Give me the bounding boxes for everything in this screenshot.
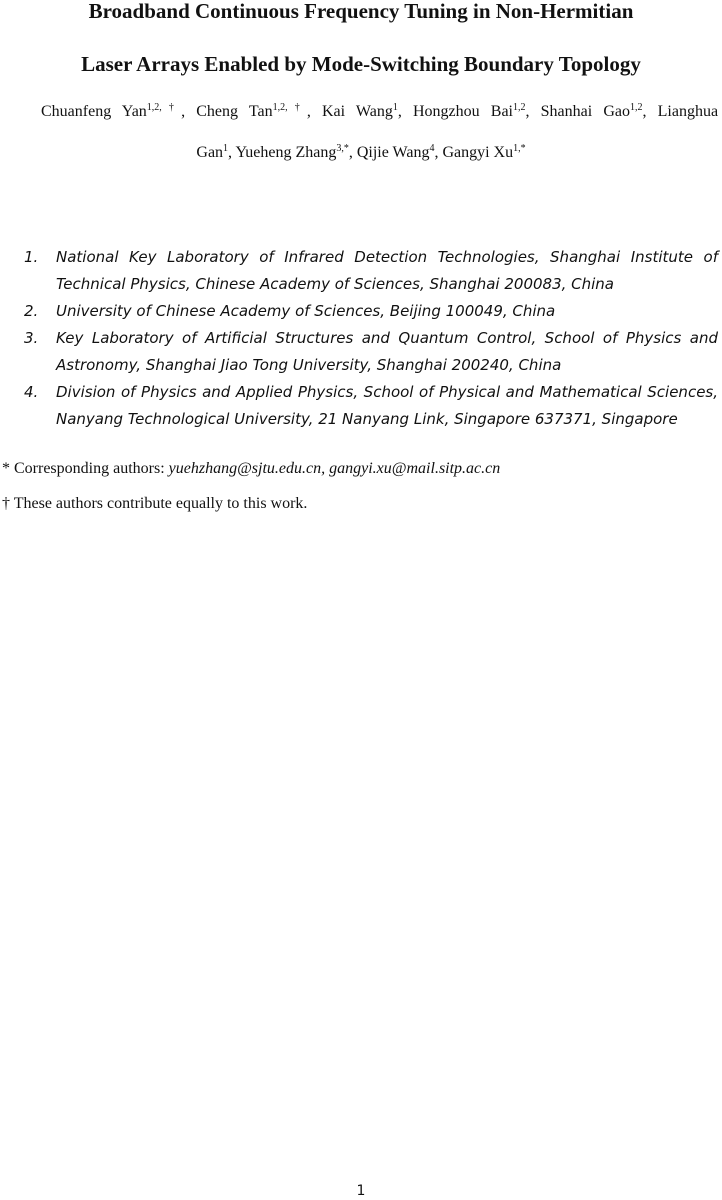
affiliation-text: National Key Laboratory of Infrared Detection Technologies, Shanghai Institute of Technical Physics, Chinese Academy of Sciences, Shanghai 200083, China <box>56 248 718 293</box>
author-name: Gan <box>196 144 224 161</box>
corresponding-emails: yuehzhang@sjtu.edu.cn, gangyi.xu@mail.sitp.ac.cn <box>168 460 501 477</box>
author-separator: , <box>525 103 541 120</box>
author-name: Chuanfeng Yan <box>41 103 147 120</box>
affiliation-text: Key Laboratory of Artificial Structures and Quantum Control, School of Physics and Astronomy, Shanghai Jiao Tong University, Shanghai 200240, China <box>56 329 718 374</box>
paper-title-line-2: Laser Arrays Enabled by Mode-Switching Boundary Topology <box>81 52 641 76</box>
author-list-line-2 <box>0 145 722 161</box>
page-number: 1 <box>356 1183 366 1199</box>
author-name: Lianghua <box>657 103 719 120</box>
affiliation-item <box>24 244 718 298</box>
author-separator: , <box>397 103 413 120</box>
author-affiliation-marker: 1,2,† <box>272 102 307 113</box>
author-name: Shanhai Gao <box>540 103 630 120</box>
author-separator: , <box>181 103 197 120</box>
affiliation-item <box>24 298 718 325</box>
affiliation-number: 4. <box>24 383 39 401</box>
affiliation-text: University of Chinese Academy of Sciences, Beijing 100049, China <box>56 302 556 320</box>
author-name: Yueheng Zhang <box>235 144 337 161</box>
author-separator: , <box>434 144 443 161</box>
paper-title-line-1: Broadband Continuous Frequency Tuning in Non-Hermitian <box>88 0 634 23</box>
affiliation-item <box>24 325 718 379</box>
affiliation-item <box>24 379 718 433</box>
author-separator: , <box>228 144 236 161</box>
author-affiliation-marker: 1,2 <box>513 102 526 113</box>
author-name: Qijie Wang <box>356 144 430 161</box>
author-affiliation-marker: 1 <box>392 102 398 113</box>
affiliation-number: 1. <box>24 248 39 266</box>
author-separator: , <box>306 103 322 120</box>
equal-contribution-note: † These authors contribute equally to this work. <box>2 495 308 512</box>
author-affiliation-marker: 1 <box>223 143 229 154</box>
author-affiliation-marker: 1,2,† <box>146 102 182 113</box>
author-name: Cheng Tan <box>196 103 273 120</box>
affiliation-number: 3. <box>24 329 39 347</box>
author-affiliation-marker: 3,* <box>336 143 349 154</box>
affiliation-list <box>24 244 718 433</box>
affiliation-text: Division of Physics and Applied Physics, School of Physical and Mathematical Sciences, Nanyang Technological University, 21 Nanyang Link, Singapore 637371, Singapore <box>56 383 718 428</box>
corresponding-authors-note <box>2 461 500 477</box>
affiliation-number: 2. <box>24 302 39 320</box>
author-name: Hongzhou Bai <box>413 103 514 120</box>
corresponding-label: * Corresponding authors: <box>2 460 169 477</box>
author-name: Gangyi Xu <box>442 144 514 161</box>
author-affiliation-marker: 1,* <box>513 143 526 154</box>
author-affiliation-marker: 4 <box>429 143 435 154</box>
author-list-line-1 <box>41 104 718 120</box>
author-name: Kai Wang <box>321 103 393 120</box>
author-separator: , <box>642 103 658 120</box>
author-affiliation-marker: 1,2 <box>630 102 643 113</box>
author-separator: , <box>348 144 357 161</box>
